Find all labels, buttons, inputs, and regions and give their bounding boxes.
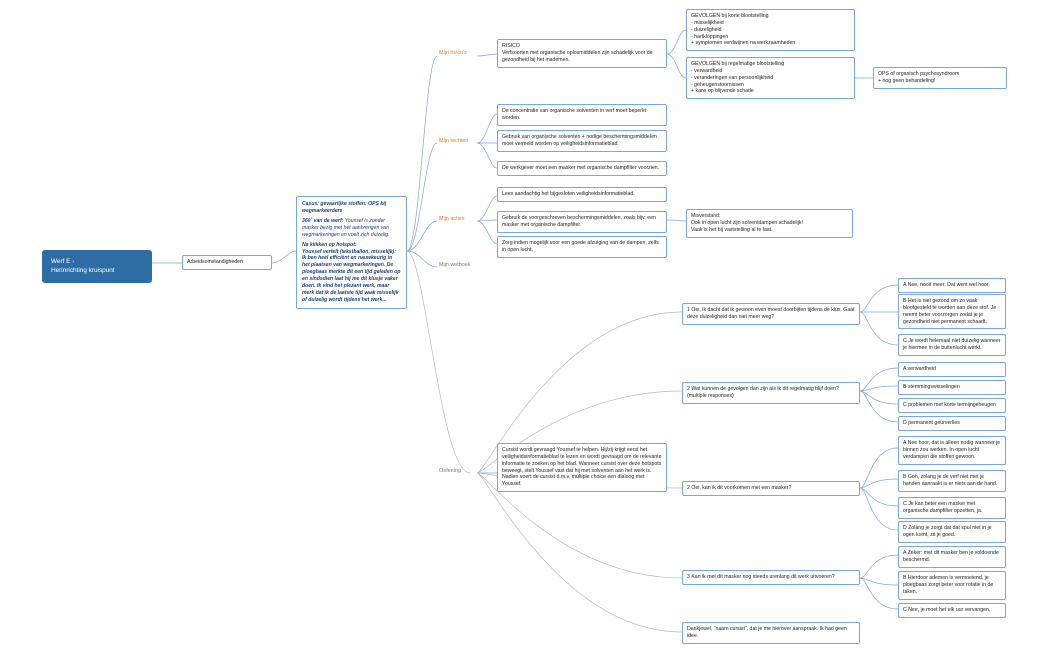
recht-text: De werkgever moet een masker met organische dampfilter voorzien. [502,165,660,171]
question-number: 2 [687,386,690,392]
list-item: - hartkloppingen [691,34,850,41]
answer-text: B Goh, zolang je de verf niet met je handen aanraakt is er niets aan de hand. [903,474,998,487]
actie-text: Lees aandachtig het bijgesloten veiligheidsinformatieblad. [502,191,635,197]
question-text: Kan ik met dit masker nog steeds urenlang dit werk uitvoeren? [691,574,835,580]
casus-p2-lead: Na klikken op hotspot: [302,241,357,248]
casus-p1-text: Youssef is zonder masker bezig met het aanbrengen van wegmarkeringen en voelt zich duizelig. [302,217,390,238]
answer-3c[interactable] [898,497,1006,519]
recht-text: De concentratie van organische solventen in verf moet beperkt worden. [502,108,646,121]
risico-title: RISICO [502,43,520,49]
answer-text: C problemen met korte termijngeheugen [903,402,996,408]
answer-text: A Zeker: met dit masker ben je voldoende beschermd. [903,550,999,563]
list-item: - misselijkheid [691,20,850,27]
answer-2b[interactable] [898,380,1006,395]
answer-2c[interactable] [898,398,1006,413]
branch-label-wetboek[interactable]: Mijn wetboek [439,262,471,268]
risico-node[interactable] [497,39,667,68]
answer-text: D Zolang je zorgt dat dat spul niet in je ogen komt, zit je goed. [903,525,992,538]
answer-text: A Nee hoor, dat is alleen nodig wanneer je binnen zou werken. In open lucht verdampen die stoffen gewoon. [903,440,1001,460]
branch-label-acties[interactable]: Mijn acties [439,216,465,222]
risico-text: Verfsoorten met organische oplosmiddelen zijn schadelijk voor de gezondheid bij het inademen. [502,49,653,63]
oefening-question-2[interactable] [682,382,860,404]
answer-text: B stemmingswisselingen [903,384,960,390]
answer-4a[interactable] [898,546,1006,568]
ops-list [878,78,1002,85]
misverstand-title: Misverstand: [691,213,721,219]
answer-text: C Nee, je moet het elk uur vervangen. [903,607,991,613]
gevolgen-korte-title: GEVOLGEN bij korte blootstelling [691,13,769,19]
root-node[interactable] [42,250,152,283]
actie-node-2[interactable] [497,211,667,233]
question-number: 1 [687,307,690,313]
ops-title: OPS of organisch psychosyndroom [878,71,960,77]
question-text: Oei, kan ik dit voorkomen met een masker? [691,485,792,491]
list-item: + kans op blijvende schade [691,88,850,95]
question-number: 3 [687,574,690,580]
gevolgen-korte-blootstelling-node[interactable] [686,9,855,51]
ops-node[interactable] [873,67,1007,89]
answer-text: A verwardheid [903,366,936,372]
oefening-intro-node[interactable] [497,443,667,492]
actie-text: Zorg indien mogelijk voor een goede afzuiging van de dampen, zelfs in open lucht. [502,240,659,253]
answer-text: A Nee, nooit meer. Dat went wel hoor. [903,282,990,288]
oefening-question-4[interactable] [682,570,860,585]
casus-p1-lead: 360˚ van de werf: [302,217,344,224]
gevolgen-regelmatige-blootstelling-node[interactable] [686,57,855,99]
list-item: + symptomen verdwijnen na werkzaamheden [691,40,850,47]
recht-node-1[interactable] [497,104,667,126]
casus-p2-text: Youssef vertelt (tekstballon, misselijk): Ik ben heel efficiënt en nauwkeurig in het plaatsen van wegmarkeringen. De ploegbaas merkte dit een tijd geleden op en sindsdien laat hij me dit klusje vaker doen. Ik vind het plezant werk, maar merk dat ik de laatste tijd vaak misselijk of duizelig wordt tijdens het werk... [302,248,401,303]
list-item: - duizeligheid [691,27,850,34]
answer-1a[interactable] [898,278,1006,293]
misverstand-line1: Ook in open lucht zijn solventdampen schadelijk! [691,219,803,226]
casus-title: Casus: gevaarlijke stoffen: OPS bij wegmarkeerders [302,201,387,214]
casus-para-2 [302,242,401,304]
closing-text: Dankjewel, “naam cursist”, dat je me hierover aanspraak. Ik had geen idee. [687,626,847,639]
misverstand-node[interactable] [686,209,853,238]
casus-node[interactable] [296,196,407,309]
answer-text: C Je wordt helemaal niet duizelig wanneer je hiermee in de buitenlucht werkt. [903,338,1001,351]
list-item: + nog geen behandeling! [878,78,1002,85]
actie-text: Gebruik de voorgeschreven beschermingsmiddelen, zoals bijv. een masker met organische dampfilter. [502,215,656,228]
casus-para-1 [302,218,401,239]
answer-3d[interactable] [898,521,1006,543]
answer-text: B Hierdoor ademen is vermoeiend, je ploegbaas zorgt beter voor rotatie in de taken. [903,575,994,595]
branch-label-rechten[interactable]: Mijn rechten [439,138,469,144]
root-arrow-icon: › [72,259,75,265]
gevolgen-regelmatige-title: GEVOLGEN bij regelmatige blootstelling [691,61,785,67]
question-number: 2 [687,485,690,491]
answer-2d[interactable] [898,416,1006,431]
answer-text: D permanent geurverlies [903,420,960,426]
gevolgen-korte-list [691,20,850,47]
topic-node-arbeidsomstandigheden[interactable] [182,255,272,270]
answer-text: B Het is niet gezond om zo vaak blootgesteld te worden aan deze stof. Je neemt beter voorzorgen zodat je je gezondheid niet permanent schaadt. [903,298,997,325]
list-item: - veranderingen van persoonlijkheid [691,75,850,82]
answer-text: C Je kan beter een masker met organische dampfilter opzetten, ja. [903,501,983,514]
recht-node-3[interactable] [497,161,667,176]
actie-node-3[interactable] [497,236,667,258]
root-line2: Herinrichting kruispunt [51,267,115,275]
branch-label-oefening[interactable]: Oefening [439,468,461,474]
answer-3a[interactable] [898,436,1006,465]
answer-1c[interactable] [898,334,1006,356]
recht-text: Gebruik van organische solventen + nodige beschermingsmiddelen moet vermeld worden op veiligheidsinformatieblad. [502,134,657,147]
root-line1: Werf E › [51,258,75,265]
misverstand-line2: Vaak is het bij vaststelling al te laat. [691,226,773,233]
oefening-closing-node[interactable] [682,622,860,644]
list-item: - geheugenstoornissen [691,82,850,89]
answer-1b[interactable] [898,294,1006,329]
oefening-intro-text: Cursist wordt gevraagd Youssef te helpen. Hij/zij krijgt eerst het veiligheidsinformatieblad te lezen en wordt gevraagd om de relevante informatie te zoeken op het blad. Wanneer cursist over deze hotspots beweegt, stelt Youssef vast dat hij met solventen aan het werk is. Nadien voert de cursist d.m.v. multiple choice een dialoog met Youssef. [502,447,662,488]
answer-3b[interactable] [898,470,1006,492]
answer-4b[interactable] [898,571,1006,600]
actie-node-1[interactable] [497,187,667,202]
question-text: Wat kunnen de gevolgen dan zijn als ik dit regelmatig blijf doen? (multiple responses) [687,386,839,399]
branch-label-risicos[interactable]: Mijn risico's [439,50,467,56]
oefening-question-3[interactable] [682,481,860,496]
recht-node-2[interactable] [497,130,667,152]
gevolgen-regelmatige-list [691,68,850,95]
topic-label: Arbeidsomstandigheden [187,259,243,265]
answer-4c[interactable] [898,603,1006,618]
list-item: - verwardheid [691,68,850,75]
answer-2a[interactable] [898,362,1006,377]
question-text: Oei, ik dacht dat ik gewoon even moest doorbijten tijdens de klus. Gaat deze duizeligheid dan niet meer weg? [687,307,855,320]
oefening-question-1[interactable] [682,303,860,325]
